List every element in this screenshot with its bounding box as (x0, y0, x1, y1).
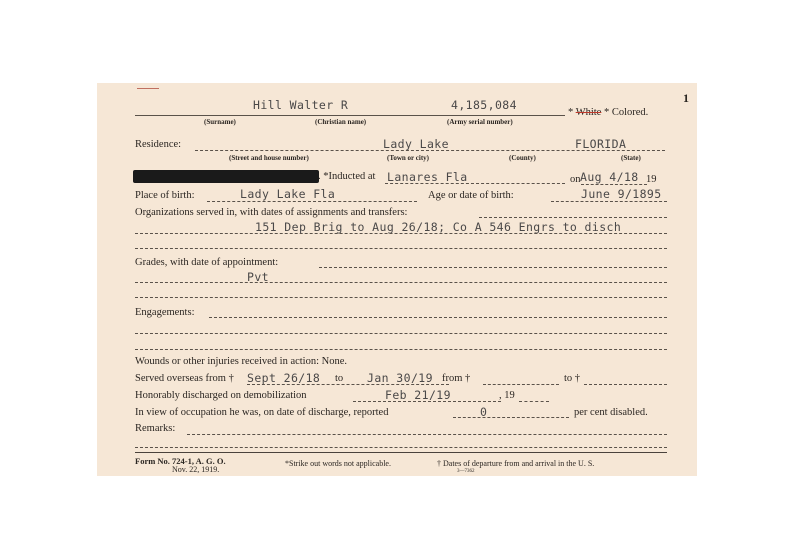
footnote-dates: † Dates of departure from and arrival in the U. S. (437, 459, 595, 468)
birthdate-line (551, 201, 667, 202)
wounds-label: Wounds or other injuries received in action: None. (135, 356, 348, 367)
redaction-bar (133, 170, 319, 183)
surname-caption: (Surname) (204, 118, 236, 126)
birthdate-label: Age or date of birth: (428, 190, 514, 201)
birthdate-typed: June 9/1895 (581, 187, 662, 201)
race-field (568, 107, 648, 118)
serial-caption: (Army serial number) (447, 118, 513, 126)
overseas-to2-label: to † (564, 373, 581, 384)
discharge-date-typed: Feb 21/19 (385, 388, 451, 402)
print-code: 3—7362 (457, 469, 475, 474)
inducted-on-label: on (570, 174, 581, 185)
engagements-line-2 (135, 333, 667, 334)
overseas-line-3 (584, 384, 667, 385)
overseas-from2-label: from † (442, 373, 471, 384)
disability-typed: 0 (480, 405, 488, 419)
disability-line (453, 417, 569, 418)
overseas-line-2 (483, 384, 559, 385)
residence-line (195, 150, 665, 151)
state-typed: FLORIDA (575, 137, 627, 151)
disability-suffix: per cent disabled. (574, 407, 648, 418)
residence-label: Residence: (135, 139, 182, 150)
overseas-line-1 (247, 384, 449, 385)
christian-caption: (Christian name) (315, 118, 367, 126)
form-date: Nov. 22, 1919. (172, 465, 220, 474)
race-colored: * Colored. (603, 107, 649, 118)
organizations-line-3 (135, 248, 667, 249)
card-number: 1 (683, 91, 689, 105)
town-typed: Lady Lake (383, 137, 449, 151)
inducted-year-suffix: 19 (646, 174, 657, 185)
name-typed: Hill Walter R (253, 98, 349, 112)
organizations-line-1 (479, 217, 667, 218)
town-caption: (Town or city) (387, 154, 429, 162)
discharge-year-suffix: , 19 (499, 390, 515, 401)
inducted-date-typed: Aug 4/18 (580, 170, 639, 184)
overseas-to-typed: Jan 30/19 (367, 371, 433, 385)
discharge-label: Honorably discharged on demobilization (135, 390, 307, 401)
street-caption: (Street and house number) (229, 154, 309, 162)
grades-label: Grades, with date of appointment: (135, 257, 279, 268)
remarks-label: Remarks: (135, 423, 176, 434)
birthplace-line (207, 201, 417, 202)
service-record-card (97, 83, 697, 476)
footer-rule (135, 452, 667, 453)
grades-typed: Pvt (247, 270, 269, 284)
corner-mark (137, 88, 159, 89)
remarks-line-1 (187, 434, 667, 435)
inducted-date-line (581, 184, 647, 185)
county-caption: (County) (509, 154, 536, 162)
inducted-place-typed: Lanares Fla (387, 170, 468, 184)
overseas-from-typed: Sept 26/18 (247, 371, 321, 385)
remarks-line-2 (135, 447, 667, 448)
grades-line-1 (319, 267, 667, 268)
footnote-strike: *Strike out words not applicable. (285, 459, 391, 468)
race-star: * (568, 107, 574, 118)
overseas-to-label: to (335, 373, 344, 384)
race-white-struck: White (575, 107, 602, 118)
disability-label: In view of occupation he was, on date of discharge, reported (135, 407, 389, 418)
discharge-line (353, 401, 501, 402)
organizations-line-2 (135, 233, 667, 234)
inducted-label: . *Inducted at (318, 171, 376, 182)
inducted-place-line (385, 183, 565, 184)
engagements-label: Engagements: (135, 307, 195, 318)
organizations-label: Organizations served in, with dates of assignments and transfers: (135, 207, 408, 218)
engagements-line-1 (209, 317, 667, 318)
grades-line-3 (135, 297, 667, 298)
serial-typed: 4,185,084 (451, 98, 517, 112)
form-number: Form No. 724-1, A. G. O. (135, 456, 226, 466)
discharge-year-line (519, 401, 549, 402)
organizations-typed: 151 Dep Brig to Aug 26/18; Co A 546 Engrs to disch (255, 220, 622, 234)
engagements-line-3 (135, 349, 667, 350)
state-caption: (State) (621, 154, 641, 162)
overseas-label: Served overseas from † (135, 373, 234, 384)
birthplace-label: Place of birth: (135, 190, 195, 201)
grades-line-2 (135, 282, 667, 283)
name-line (135, 115, 565, 116)
birthplace-typed: Lady Lake Fla (240, 187, 336, 201)
